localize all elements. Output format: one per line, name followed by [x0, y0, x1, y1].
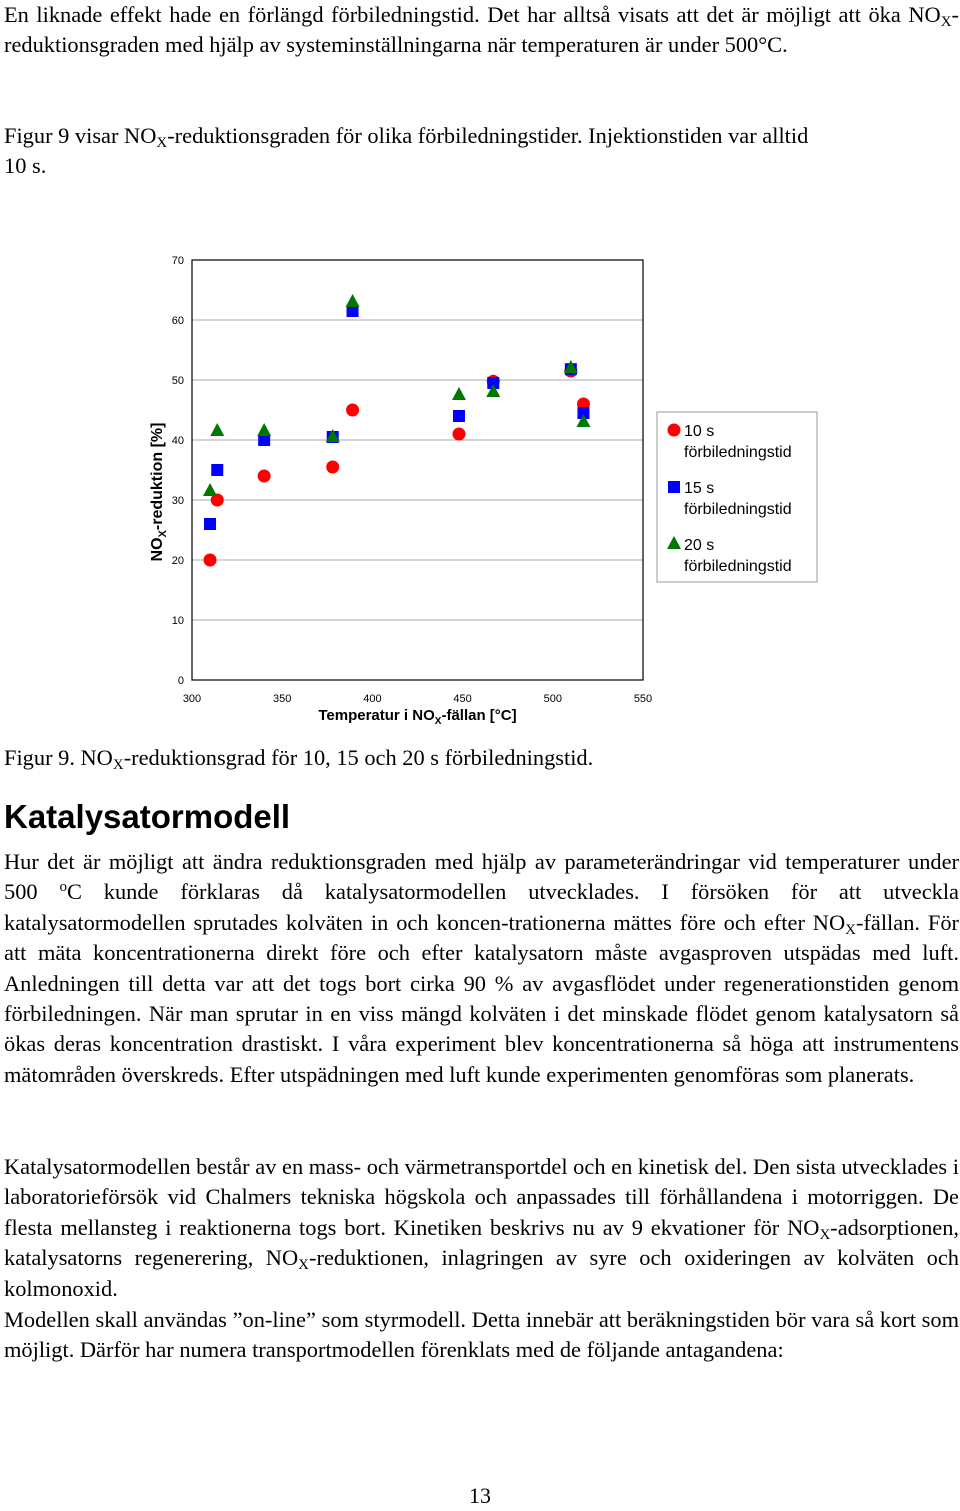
figure-intro-a: Figur 9 visar NO: [4, 123, 157, 148]
data-point-circle: [452, 428, 465, 441]
x-tick-labels: [183, 693, 652, 705]
y-tick-label: 20: [171, 555, 184, 567]
y-tick-label: 60: [171, 315, 184, 327]
x-tick-label: 500: [543, 693, 562, 705]
figure-intro-sub: X: [156, 135, 168, 151]
body1-c: -fällan. För att mäta koncentrationerna direkt före och efter katalysatorn måste avgasproven utspädas med luft. Anledningen till detta var att det togs bort cirka 90 % av avgasflödet under regenerationstiden genom förbiledningen. När man sprutar in en viss mängd kolväten i det minskade flödet genom katalysatorn så ökas deras koncentration drastiskt. I våra experiment blev koncentrationerna så höga att instrumentens mätområden överskreds. Efter utspädningen med luft kunde experimenten genomföras som planerats.: [4, 909, 959, 1087]
y-tick-label: 50: [171, 375, 184, 387]
y-tick-labels: [172, 255, 184, 687]
data-points: [203, 294, 590, 567]
y-axis-label-a: NO: [149, 537, 166, 562]
data-point-triangle: [257, 423, 271, 436]
intro-paragraph: [4, 0, 959, 61]
x-tick-label: 450: [453, 693, 472, 705]
body1-sub: X: [845, 921, 856, 938]
legend-label: 15 s: [684, 480, 715, 497]
x-axis-label-sub: X: [434, 716, 442, 727]
caption-sub: X: [112, 757, 124, 773]
y-tick-label: 0: [177, 675, 184, 687]
x-tick-label: 400: [363, 693, 382, 705]
figure-intro-c: 10 s.: [4, 153, 47, 179]
legend-marker-circle: [668, 424, 681, 437]
legend-label-line2: förbiledningstid: [684, 558, 792, 575]
figure-caption: [4, 743, 959, 773]
x-axis-label: [318, 707, 516, 727]
legend-marker-square: [668, 481, 680, 493]
data-point-circle: [326, 461, 339, 474]
intro-line-2b: -reduktionsgraden med hjälp av systeminställningarna när temperaturen är: [4, 2, 959, 58]
body2-sub2: X: [298, 1257, 309, 1274]
data-point-triangle: [346, 294, 360, 307]
body1-a: Hur det är möjligt att ändra reduktionsgraden med hjälp av parameterändringar vid temperaturer under 500: [4, 849, 959, 905]
body1-sup: o: [59, 879, 67, 896]
plot-frame: [192, 260, 643, 680]
legend-label: 20 s: [684, 537, 715, 554]
data-point-square: [453, 410, 465, 422]
y-tick-label: 10: [171, 615, 184, 627]
body1-b: C kunde förklaras då katalysatormodellen utvecklades. I försöken för att utveckla katalysatormodellen sprutades kolväten in och koncen-trationerna mättes före och efter NO: [4, 879, 959, 935]
x-tick-label: 350: [273, 693, 292, 705]
legend-box: [657, 412, 817, 582]
body-paragraph-1: [4, 847, 959, 1090]
figure-intro-paragraph: [4, 121, 959, 182]
x-tick-label: 300: [182, 693, 202, 705]
figure-intro-b: -reduktionsgraden för olika förbiledningstider. Injektionstiden var alltid: [167, 123, 809, 148]
page-number: 13: [469, 1483, 491, 1508]
intro-line-1: En liknade effekt hade en förlängd förbiledningstid. Det har alltså visats att det är möjligt: [4, 2, 831, 27]
legend-label-line2: förbiledningstid: [684, 444, 792, 461]
data-point-triangle: [203, 483, 217, 496]
chart-legend: [657, 412, 817, 582]
y-tick-label: 40: [171, 435, 184, 447]
data-point-circle: [346, 404, 359, 417]
y-axis-label-sub: X: [157, 530, 169, 538]
body2-a: Katalysatormodellen består av en mass- och värmetransportdel och en kinetisk del. Den sista utvecklades i laboratorieförsök vid Chalmers tekniska högskola och anpassades till förhållandena i motorriggen. De flesta mellansteg i reaktionerna togs bort. Kinetiken beskrivs nu av 9 ekvationer för NO: [4, 1154, 959, 1240]
y-tick-label: 70: [171, 255, 184, 267]
data-point-circle: [258, 470, 271, 483]
caption-a: Figur 9. NO: [4, 745, 113, 770]
body2-c: -reduktionen, inlagringen av syre och oxideringen av kolväten och kolmonoxid.: [4, 1245, 959, 1301]
nox-reduction-chart: [140, 244, 840, 734]
body2-b: -adsorptionen, katalysatorns regenerering, NO: [4, 1214, 959, 1271]
legend-label: 10 s: [684, 423, 715, 440]
intro-sub: X: [940, 14, 952, 30]
x-tick-label: 550: [633, 693, 653, 705]
y-axis-label: [149, 423, 169, 562]
x-axis-label-b: -fällan [°C]: [441, 707, 517, 724]
data-point-triangle: [210, 423, 224, 436]
data-point-square: [204, 518, 216, 530]
body-paragraph-3: Modellen skall användas ”on-line” som styrmodell. Detta innebär att beräkningstiden bör vara så kort som möjligt. Därför har numera transportmodellen förenklats med de följande antagandena:: [4, 1307, 959, 1363]
legend-label-line2: förbiledningstid: [684, 501, 792, 518]
data-point-triangle: [452, 387, 466, 400]
y-tick-label: 30: [171, 495, 184, 507]
y-axis-label-b: -reduktion [%]: [149, 422, 166, 531]
body-paragraph-2: [4, 1152, 959, 1304]
section-heading: Katalysatormodell: [4, 798, 291, 835]
data-point-circle: [204, 554, 217, 567]
body2-sub1: X: [819, 1226, 831, 1243]
intro-line-3: under 500°C.: [668, 32, 788, 58]
x-axis-label-a: Temperatur i NO: [318, 707, 435, 724]
data-point-square: [211, 464, 223, 476]
caption-b: -reduktionsgrad för 10, 15 och 20 s förbiledningstid.: [123, 745, 594, 770]
intro-line-2a: att öka NO: [838, 2, 941, 27]
